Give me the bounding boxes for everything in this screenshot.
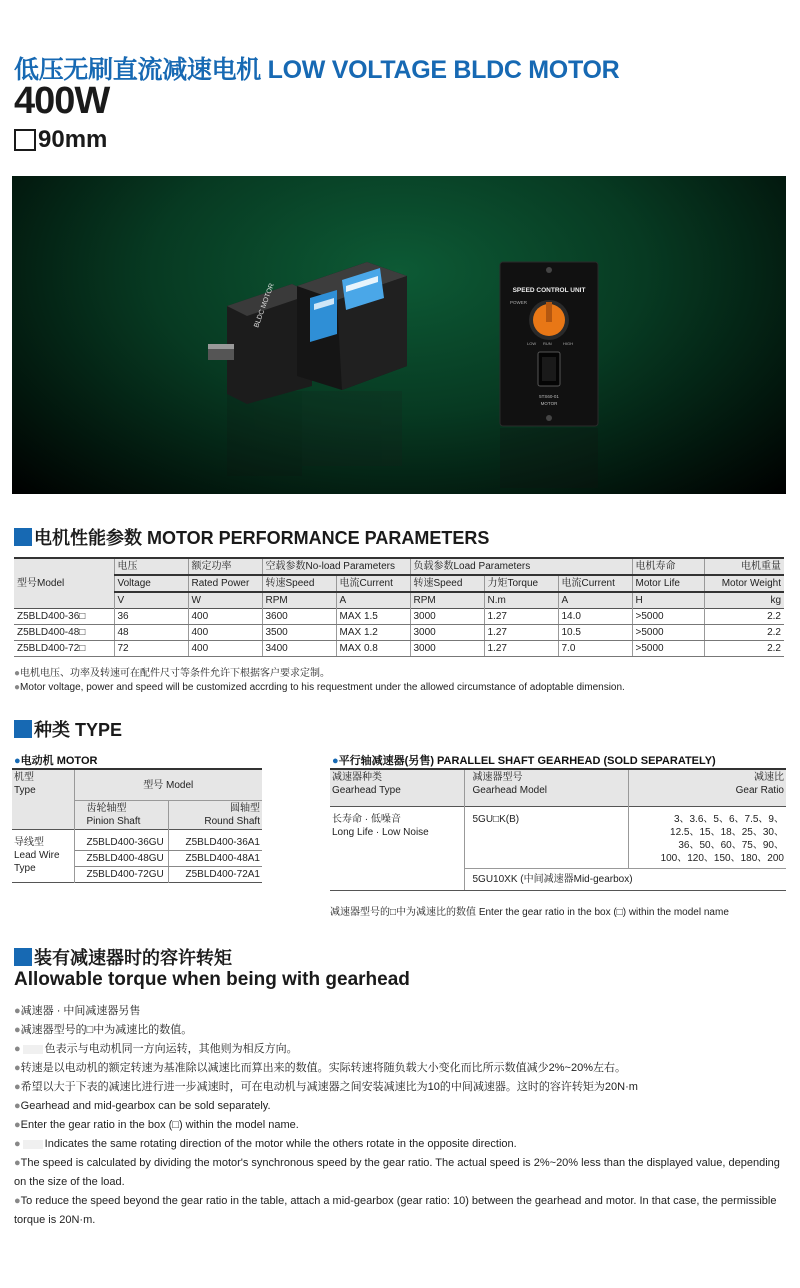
motor-subtitle: ●电动机 MOTOR (14, 755, 98, 767)
list-item: ●Gearhead and mid-gearbox can be sold separately. (14, 1100, 271, 1112)
list-item: ●The speed is calculated by dividing the motor's synchronous speed by the gear ratio. The actual speed is 2%~20% less than the displayed value, depending on the size of the load. (14, 1157, 780, 1188)
frame-size-value: 90mm (38, 126, 108, 153)
svg-text:POWER: POWER (510, 300, 528, 305)
title-en: LOW VOLTAGE BLDC MOTOR (267, 56, 620, 84)
square-icon (14, 129, 36, 151)
list-item: ● Indicates the same rotating direction of the motor while the others rotate in the opposite direction. (14, 1138, 517, 1150)
perf-section-title: 电机性能参数 MOTOR PERFORMANCE PARAMETERS (14, 524, 489, 550)
table-row: Z5BLD400-72□ 72 400 3400 MAX 0.8 3000 1.27 7.0 >5000 2.2 (14, 641, 784, 657)
svg-text:SPEED CONTROL UNIT: SPEED CONTROL UNIT (512, 287, 586, 294)
table-row: Z5BLD400-48GU Z5BLD400-48A1 (12, 851, 262, 867)
table-row: 导线型 Lead Wire Type Z5BLD400-36GU Z5BLD400-36A1 (12, 830, 262, 851)
power-rating: 400W (14, 80, 110, 122)
perf-note-cn: ●电机电压、功率及转速可在配件尺寸等条件允许下根据客户要求定制。 (14, 668, 331, 679)
svg-text:RUN: RUN (543, 341, 552, 346)
table-row: Z5BLD400-72GU Z5BLD400-72A1 (12, 867, 262, 883)
frame-size (14, 126, 107, 154)
section-bullet-icon (14, 948, 32, 966)
color-swatch (23, 1140, 43, 1149)
torque-section-title: 装有减速器时的容许转矩 (14, 944, 232, 970)
gearhead-table: 减速器种类 Gearhead Type 减速器型号 Gearhead Model 减速比 Gear Ratio 长寿命 · 低噪音 Long Life · Low Noise 5GU□K(B) 3、3.6、5、6、7.5、9、 12.5、15、18、25、30、 36、50、60、75、90、 100、120、150、180、200 5GU10XK (中间减速器Mid-gearbox) (330, 768, 786, 891)
torque-notes (14, 1002, 790, 1230)
svg-text:MOTOR: MOTOR (540, 401, 558, 406)
product-illustration (12, 176, 786, 494)
section-bullet-icon (14, 528, 32, 546)
product-photo (12, 176, 786, 494)
table-row: 长寿命 · 低噪音 Long Life · Low Noise 5GU□K(B) 3、3.6、5、6、7.5、9、 12.5、15、18、25、30、 36、50、60、75、90、 100、120、150、180、200 (330, 807, 786, 869)
list-item: ●转速是以电动机的额定转速为基准除以减速比而算出来的数值。实际转速将随负载大小变化而比所示数值减少2%~20%左右。 (14, 1062, 626, 1074)
section-bullet-icon (14, 720, 32, 738)
svg-text:LOW: LOW (527, 341, 537, 346)
table-row: 5GU10XK (中间减速器Mid-gearbox) (330, 869, 786, 891)
color-swatch (23, 1045, 43, 1054)
title-cn: 低压无刷直流减速电机 (14, 56, 262, 84)
table-row: Z5BLD400-36□ 36 400 3600 MAX 1.5 3000 1.27 14.0 >5000 2.2 (14, 609, 784, 625)
svg-text:5TS60-01: 5TS60-01 (539, 394, 559, 399)
perf-header-row: 型号Model 电压 额定功率 空载参数No-load Parameters 负载参数Load Parameters 电机寿命 电机重量 (14, 558, 784, 575)
list-item: ●希望以大于下表的减速比进行进一步减速时，可在电动机与减速器之间安装减速比为10的中间减速器。这时的容许转矩为20N·m (14, 1081, 638, 1093)
svg-text:HIGH: HIGH (563, 341, 573, 346)
perf-note-en: ●Motor voltage, power and speed will be customized accrding to his requestment under the allowed circumstance of adoptable dimension. (14, 682, 625, 693)
gearhead-subtitle: ●平行轴减速器(另售) PARALLEL SHAFT GEARHEAD (SOLD SEPARATELY) (332, 755, 716, 767)
performance-table: 型号Model 电压 额定功率 空载参数No-load Parameters 负载参数Load Parameters 电机寿命 电机重量 Voltage Rated Power 转速Speed 电流Current 转速Speed 力矩Torque 电流Current Motor Life Motor Weight V W RPM A RPM N.m A H kg Z5BLD400-36□ 36 400 3600 MAX 1.5 3000 1.27 14.0 >5000 2.2 Z5BLD400-48□ 48 400 3500 MAX 1.2 3000 1.27 10.5 >5000 2.2 Z5BLD400-72□ 72 400 3400 MAX 0.8 3000 1.27 7.0 >5000 2.2 (14, 557, 784, 657)
gear-note: 减速器型号的□中为减速比的数值 Enter the gear ratio in the box (□) within the model name (330, 907, 729, 918)
list-item: ●To reduce the speed beyond the gear ratio in the table, attach a mid-gearbox (gear ratio: 10) between the gearhead and motor. In that case, the permissible torque is 20N·m. (14, 1195, 777, 1226)
type-section-title: 种类 TYPE (14, 716, 122, 742)
list-item: ● 色表示与电动机同一方向运转，其他则为相反方向。 (14, 1043, 298, 1055)
table-row: Z5BLD400-48□ 48 400 3500 MAX 1.2 3000 1.27 10.5 >5000 2.2 (14, 625, 784, 641)
list-item: ●减速器型号的□中为减速比的数值。 (14, 1024, 193, 1036)
list-item: ●Enter the gear ratio in the box (□) within the model name. (14, 1119, 299, 1131)
torque-section-title-en: Allowable torque when being with gearhead (14, 969, 410, 990)
list-item: ●减速器 · 中间减速器另售 (14, 1005, 141, 1017)
motor-type-table: 机型 Type 型号 Model 齿轮轴型 Pinion Shaft 圆轴型 Round Shaft 导线型 Lead Wire Type Z5BLD400-36GU Z5BLD400-36A1 Z5BLD400-48GU Z5BLD400-48A1 Z5BLD400-72GU Z5BLD400-72A1 (12, 768, 262, 883)
svg-text:BLDC MOTOR: BLDC MOTOR (253, 282, 276, 329)
